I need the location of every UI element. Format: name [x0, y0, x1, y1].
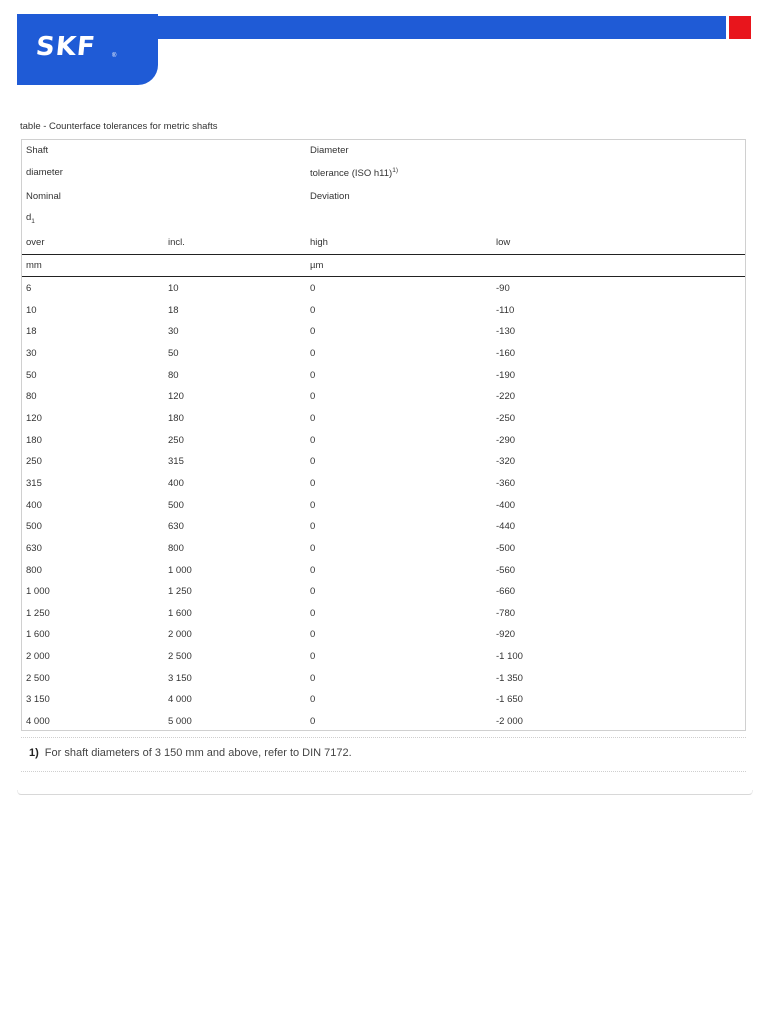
cell-high: 0: [310, 456, 316, 468]
cell-high: 0: [310, 607, 316, 619]
cell-over: 180: [26, 434, 42, 446]
header-accent: [729, 16, 751, 39]
cell-incl: 18: [168, 304, 179, 316]
cell-over: 10: [26, 304, 37, 316]
cell-over: 1 600: [26, 629, 50, 641]
cell-incl: 4 000: [168, 694, 192, 706]
cell-high: 0: [310, 586, 316, 598]
cell-over: 250: [26, 456, 42, 468]
cell-high: 0: [310, 434, 316, 446]
footnote-ref[interactable]: 1): [392, 167, 398, 174]
footnote-divider-bottom: [21, 771, 746, 772]
cell-high: 0: [310, 542, 316, 554]
cell-over: 18: [26, 326, 37, 338]
cell-incl: 250: [168, 434, 184, 446]
cell-over: 800: [26, 564, 42, 576]
cell-high: 0: [310, 651, 316, 662]
cell-high: 0: [310, 629, 316, 641]
cell-incl: 400: [168, 477, 184, 489]
cell-high: 0: [310, 499, 316, 511]
cell-low: -250: [496, 412, 516, 424]
header-rule: [22, 254, 745, 255]
registered-mark: ®: [112, 53, 117, 59]
cell-high: 0: [310, 694, 316, 706]
cell-high: 0: [310, 477, 316, 489]
cell-high: 0: [310, 347, 316, 359]
cell-low: -220: [496, 391, 516, 403]
unit-rule: [22, 276, 745, 277]
cell-low: -320: [496, 456, 516, 468]
header-diameter: Diameter: [310, 145, 349, 156]
cell-incl: 1 250: [168, 586, 192, 598]
cell-high: 0: [310, 304, 316, 316]
cell-over: 2 500: [26, 672, 50, 684]
cell-over: 2 000: [26, 651, 50, 662]
footnote-number: 1): [29, 747, 39, 759]
cell-high: 0: [310, 564, 316, 576]
cell-incl: 2 500: [168, 651, 192, 662]
cell-low: -1 650: [496, 694, 523, 706]
header-tolerance: tolerance (ISO h11)$^{1)}$: [310, 167, 398, 180]
cell-over: 50: [26, 369, 37, 381]
cell-over: 1 250: [26, 607, 50, 619]
unit-um: µm: [310, 260, 324, 271]
header-diameter-label: diameter: [26, 167, 63, 178]
cell-low: -360: [496, 477, 516, 489]
cell-high: 0: [310, 283, 316, 294]
cell-low: -400: [496, 499, 516, 511]
cell-low: -920: [496, 629, 516, 641]
cell-over: 80: [26, 391, 37, 403]
table-caption: table - Counterface tolerances for metric shafts: [20, 121, 218, 132]
cell-incl: 180: [168, 412, 184, 424]
cell-over: 1 000: [26, 586, 50, 598]
skf-logo[interactable]: SKF: [34, 32, 98, 62]
cell-high: 0: [310, 716, 316, 727]
cell-incl: 5 000: [168, 716, 192, 727]
cell-low: -1 350: [496, 672, 523, 684]
cell-incl: 500: [168, 499, 184, 511]
header-high: high: [310, 237, 328, 248]
footnote-text: For shaft diameters of 3 150 mm and above, refer to DIN 7172.: [44, 747, 352, 759]
header-d1: $d_1$: [26, 212, 35, 225]
cell-over: 400: [26, 499, 42, 511]
cell-low: -560: [496, 564, 516, 576]
header-incl: incl.: [168, 237, 185, 248]
cell-high: 0: [310, 672, 316, 684]
cell-low: -160: [496, 347, 516, 359]
unit-mm: mm: [26, 260, 42, 271]
cell-incl: 800: [168, 542, 184, 554]
cell-low: -660: [496, 586, 516, 598]
cell-low: -130: [496, 326, 516, 338]
footnote: [29, 747, 352, 759]
cell-low: -500: [496, 542, 516, 554]
cell-over: 6: [26, 283, 32, 294]
cell-low: -110: [496, 304, 515, 316]
cell-over: 315: [26, 477, 42, 489]
cell-low: -90: [496, 283, 510, 294]
header-deviation: Deviation: [310, 191, 350, 202]
cell-high: 0: [310, 326, 316, 338]
cell-over: 3 150: [26, 694, 50, 706]
cell-over: 120: [26, 412, 42, 424]
cell-low: -440: [496, 521, 516, 533]
cell-low: -780: [496, 607, 516, 619]
cell-low: -1 100: [496, 651, 523, 662]
cell-over: 30: [26, 347, 37, 359]
header-low: low: [496, 237, 511, 248]
cell-low: -290: [496, 434, 516, 446]
cell-incl: 1 000: [168, 564, 192, 576]
cell-low: -190: [496, 369, 516, 381]
cell-incl: 630: [168, 521, 184, 533]
cell-incl: 30: [168, 326, 179, 338]
cell-incl: 315: [168, 456, 184, 468]
footnote-divider-top: [21, 737, 746, 738]
cell-incl: 10: [168, 283, 179, 294]
cell-incl: 2 000: [168, 629, 192, 641]
cell-over: 500: [26, 521, 42, 533]
cell-high: 0: [310, 412, 316, 424]
cell-high: 0: [310, 369, 316, 381]
cell-incl: 1 600: [168, 607, 192, 619]
header-over: over: [26, 237, 45, 248]
header-nominal: Nominal: [26, 191, 61, 202]
cell-high: 0: [310, 521, 316, 533]
cell-incl: 80: [168, 369, 179, 381]
cell-low: -2 000: [496, 716, 523, 727]
cell-high: 0: [310, 391, 316, 403]
cell-over: 4 000: [26, 716, 50, 727]
content-frame-bottom: [17, 790, 753, 795]
cell-incl: 120: [168, 391, 184, 403]
cell-incl: 50: [168, 347, 179, 359]
cell-over: 630: [26, 542, 42, 554]
tolerance-table: [21, 139, 746, 731]
header-shaft: Shaft: [26, 145, 49, 156]
cell-incl: 3 150: [168, 672, 192, 684]
